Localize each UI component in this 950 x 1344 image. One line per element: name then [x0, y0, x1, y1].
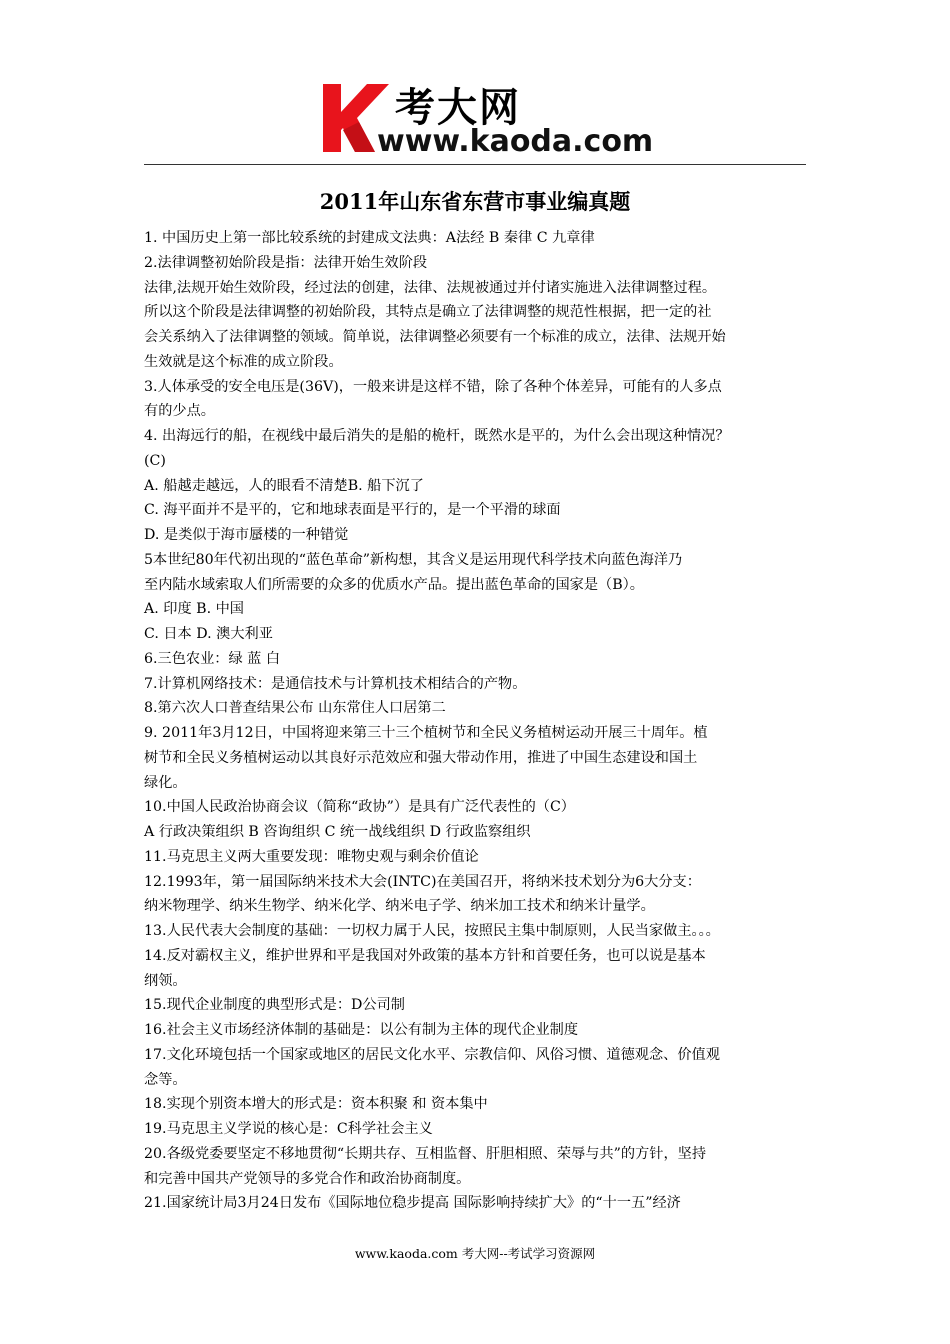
text-line: 13.人民代表大会制度的基础：一切权力属于人民，按照民主集中制原则，人民当家做主。。。 [144, 923, 720, 939]
text-line: D. 是类似于海市蜃楼的一种错觉 [144, 527, 349, 543]
text-line: 5本世纪80年代初出现的“蓝色革命”新构想，其含义是运用现代科学技术向蓝色海洋乃 [144, 551, 683, 568]
text-line: 21.国家统计局3月24日发布《国际地位稳步提高 国际影响持续扩大》的“十一五”经济 [144, 1195, 681, 1212]
text-line: 生效就是这个标准的成立阶段。 [144, 353, 343, 370]
document-body [144, 226, 814, 1216]
logo-url: www.kaoda.com [377, 124, 654, 159]
text-line: 9. 2011年3月12日，中国将迎来第三十三个植树节和全民义务植树运动开展三十周年。植 [144, 725, 708, 741]
text-line: 所以这个阶段是法律调整的初始阶段，其特点是确立了法律调整的规范性根据，把一定的社 [144, 304, 712, 321]
text-line: 6.三色农业：绿 蓝 白 [144, 650, 281, 667]
text-line: 1. 中国历史上第一部比较系统的封建成文法典：A法经 B 秦律 C 九章律 [144, 230, 595, 246]
text-line: 14.反对霸权主义，维护世界和平是我国对外政策的基本方针和首要任务，也可以说是基本 [144, 947, 706, 964]
text-line: 有的少点。 [144, 403, 215, 420]
text-line: 7.计算机网络技术：是通信技术与计算机技术相结合的产物。 [144, 675, 527, 692]
text-line: 15.现代企业制度的典型形式是：D公司制 [144, 997, 405, 1014]
text-line: (C) [144, 452, 166, 469]
page-title: 2011年山东省东营市事业编真题 [319, 189, 631, 214]
text-line: 法律,法规开始生效阶段，经过法的创建，法律、法规被通过并付诸实施进入法律调整过程。 [144, 279, 717, 296]
text-line: 纲领。 [144, 972, 187, 989]
text-line: 会关系纳入了法律调整的领域。简单说，法律调整必须要有一个标准的成立，法律、法规开始 [144, 329, 726, 345]
text-line: 4. 出海远行的船，在视线中最后消失的是船的桅杆，既然水是平的，为什么会出现这种情况？ [144, 428, 730, 444]
text-line: A. 船越走越远，人的眼看不清楚B. 船下沉了 [144, 477, 424, 494]
text-line: 树节和全民义务植树运动以其良好示范效应和强大带动作用，推进了中国生态建设和国土 [144, 749, 698, 766]
text-line: C. 日本 D. 澳大利亚 [144, 626, 273, 642]
text-line: 绿化。 [144, 774, 187, 791]
page-footer: www.kaoda.com 考大网--考试学习资源网 [354, 1246, 596, 1261]
kaoda-logo [317, 78, 654, 160]
text-line: 3.人体承受的安全电压是(36V)，一般来讲是这样不错，除了各种个体差异，可能有的人多点 [144, 378, 722, 395]
text-line: 20.各级党委要坚定不移地贯彻“长期共存、互相监督、肝胆相照、荣辱与共”的方针，坚持 [144, 1145, 707, 1162]
text-line: 2.法律调整初始阶段是指：法律开始生效阶段 [144, 254, 428, 271]
text-line: A. 印度 B. 中国 [144, 601, 244, 618]
text-line: 和完善中国共产党领导的多党合作和政治协商制度。 [144, 1170, 471, 1187]
text-line: 19.马克思主义学说的核心是：C科学社会主义 [144, 1121, 433, 1137]
text-line: 至内陆水域索取人们所需要的众多的优质水产品。提出蓝色革命的国家是（B）。 [144, 576, 644, 593]
logo-chinese-name: 考大网 [395, 85, 521, 131]
text-line: 18.实现个别资本增大的形式是：资本积聚 和 资本集中 [144, 1096, 488, 1113]
text-line: 16.社会主义市场经济体制的基础是：以公有制为主体的现代企业制度 [144, 1022, 579, 1038]
text-line: 11.马克思主义两大重要发现：唯物史观与剩余价值论 [144, 848, 479, 865]
header-divider [144, 164, 806, 165]
text-line: A 行政决策组织 B 咨询组织 C 统一战线组织 D 行政监察组织 [144, 824, 531, 840]
text-line: C. 海平面并不是平的，它和地球表面是平行的，是一个平滑的球面 [144, 502, 561, 519]
text-line: 12.1993年，第一届国际纳米技术大会(INTC)在美国召开，将纳米技术划分为6大分支： [144, 873, 701, 890]
text-line: 10.中国人民政治协商会议（简称“政协”）是具有广泛代表性的（C） [144, 799, 575, 816]
text-line: 17.文化环境包括一个国家或地区的居民文化水平、宗教信仰、风俗习惯、道德观念、价值观 [144, 1046, 720, 1063]
text-line: 念等。 [144, 1071, 187, 1088]
text-line: 纳米物理学、纳米生物学、纳米化学、纳米电子学、纳米加工技术和纳米计量学。 [144, 898, 655, 915]
text-line: 8.第六次人口普查结果公布 山东常住人口居第二 [144, 700, 446, 717]
